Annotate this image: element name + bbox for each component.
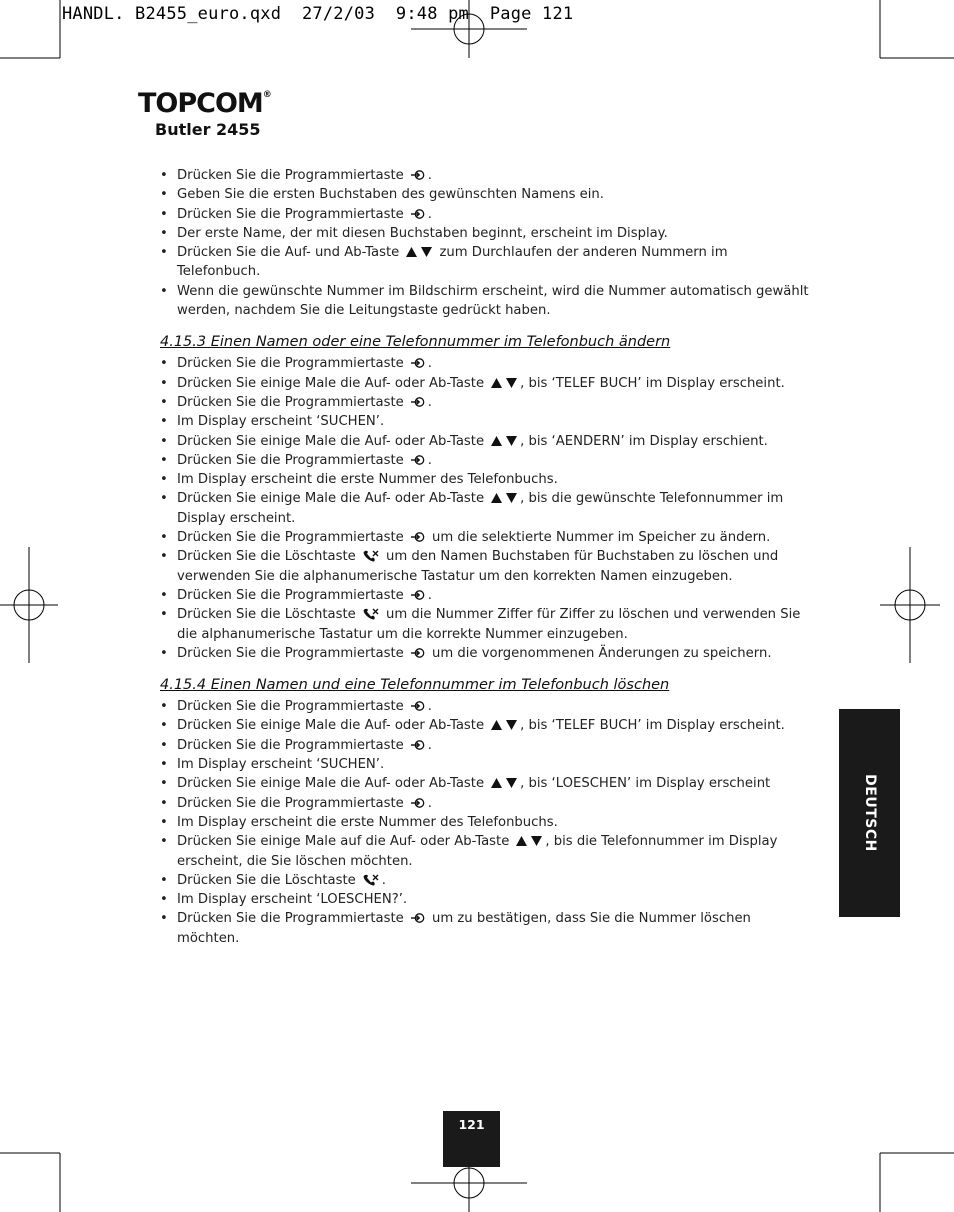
list-item xyxy=(160,890,810,909)
list-item xyxy=(160,644,810,663)
list-item xyxy=(160,166,810,185)
program-key-icon xyxy=(410,700,426,712)
list-item-text: um den Namen Buchstaben für Buchstaben zu löschen und verwenden Sie die alphanumerische Tastatur um den korrekten Namen einzugeben. xyxy=(177,549,779,584)
delete-key-icon xyxy=(362,549,380,562)
page-number-box xyxy=(443,1111,500,1167)
list-item-text: Drücken Sie die Löschtaste xyxy=(177,549,356,565)
list-item xyxy=(160,736,810,755)
list-item xyxy=(160,205,810,224)
logo-text: TOPCOM xyxy=(138,88,263,119)
list-item-text: Drücken Sie einige Male die Auf- oder Ab-Taste xyxy=(177,491,485,507)
list-item-text: . xyxy=(427,587,432,603)
up-down-arrow-icon xyxy=(490,435,518,447)
list-item-text: um die selektierte Nummer im Speicher zu ändern. xyxy=(427,530,771,546)
list-item-text: . xyxy=(427,699,432,715)
list-item-text: , bis ‘LOESCHEN’ im Display erscheint xyxy=(520,776,771,792)
list-item xyxy=(160,547,810,586)
list-item xyxy=(160,755,810,774)
list-item xyxy=(160,605,810,644)
list-item xyxy=(160,794,810,813)
list-item-text: um zu bestätigen, dass Sie die Nummer löschen möchten. xyxy=(177,911,751,946)
model-title: Butler 2455 xyxy=(155,120,261,139)
section-heading: 4.15.3 Einen Namen oder eine Telefonnummer im Telefonbuch ändern xyxy=(160,334,671,351)
list-item-text: , bis die gewünschte Telefonnummer im Display erscheint. xyxy=(177,491,784,526)
list-item xyxy=(160,224,810,243)
list-item xyxy=(160,185,810,204)
list-item xyxy=(160,909,810,948)
list-item-text: Drücken Sie die Programmiertaste xyxy=(177,911,404,927)
list-item-text: Drücken Sie die Programmiertaste xyxy=(177,356,404,372)
list-item-text: . xyxy=(427,795,432,811)
instruction-list xyxy=(160,166,810,320)
program-key-icon xyxy=(410,357,426,369)
list-item xyxy=(160,470,810,489)
list-item-text: . xyxy=(427,206,432,222)
program-key-icon xyxy=(410,739,426,751)
list-item-text: Drücken Sie die Programmiertaste xyxy=(177,795,404,811)
list-item-text: Drücken Sie einige Male die Auf- oder Ab-Taste xyxy=(177,433,485,449)
list-item-text: Drücken Sie die Programmiertaste xyxy=(177,737,404,753)
list-item-text: Drücken Sie die Löschtaste xyxy=(177,872,356,888)
program-key-icon xyxy=(410,454,426,466)
list-item xyxy=(160,354,810,373)
delete-key-icon xyxy=(362,873,380,886)
list-item-text: . xyxy=(427,356,432,372)
list-item-text: Der erste Name, der mit diesen Buchstaben beginnt, erscheint im Display. xyxy=(177,225,668,241)
list-item xyxy=(160,374,810,393)
list-item-text: Wenn die gewünschte Nummer im Bildschirm erscheint, wird die Nummer automatisch gewählt werden, nachdem Sie die Leitungstaste gedrückt haben. xyxy=(177,283,809,319)
list-item xyxy=(160,282,810,321)
list-item xyxy=(160,243,810,282)
list-item-text: Geben Sie die ersten Buchstaben des gewünschten Namens ein. xyxy=(177,187,604,203)
list-item-text: Drücken Sie die Programmiertaste xyxy=(177,394,404,410)
delete-key-icon xyxy=(362,607,380,620)
list-item-text: Drücken Sie die Programmiertaste xyxy=(177,206,404,222)
list-item xyxy=(160,393,810,412)
list-item-text: Drücken Sie die Auf- und Ab-Taste xyxy=(177,245,400,261)
section-heading: 4.15.4 Einen Namen und eine Telefonnummer im Telefonbuch löschen xyxy=(160,677,670,694)
list-item-text: Drücken Sie einige Male die Auf- oder Ab-Taste xyxy=(177,776,485,792)
list-item-text: Drücken Sie einige Male die Auf- oder Ab-Taste xyxy=(177,375,485,391)
list-item xyxy=(160,451,810,470)
program-key-icon xyxy=(410,531,426,543)
list-item-text: Im Display erscheint ‘SUCHEN’. xyxy=(177,757,385,773)
list-item xyxy=(160,528,810,547)
up-down-arrow-icon xyxy=(490,719,518,731)
program-key-icon xyxy=(410,912,426,924)
list-item xyxy=(160,774,810,793)
list-item xyxy=(160,871,810,890)
instruction-list xyxy=(160,354,810,663)
language-tab-label: DEUTSCH xyxy=(861,774,878,852)
list-item xyxy=(160,832,810,871)
list-item xyxy=(160,697,810,716)
list-item-text: Drücken Sie die Programmiertaste xyxy=(177,530,404,546)
program-key-icon xyxy=(410,797,426,809)
list-item-text: Drücken Sie einige Male auf die Auf- oder Ab-Taste xyxy=(177,834,510,850)
program-key-icon xyxy=(410,208,426,220)
instruction-list xyxy=(160,697,810,948)
up-down-arrow-icon xyxy=(490,777,518,789)
list-item-text: Im Display erscheint ‘LOESCHEN?’. xyxy=(177,892,408,908)
program-key-icon xyxy=(410,647,426,659)
list-item xyxy=(160,432,810,451)
list-item-text: Drücken Sie die Programmiertaste xyxy=(177,645,404,661)
list-item-text: Im Display erscheint die erste Nummer des Telefonbuchs. xyxy=(177,472,558,488)
program-key-icon xyxy=(410,396,426,408)
list-item-text: Drücken Sie die Programmiertaste xyxy=(177,587,404,603)
list-item-text: Drücken Sie die Löschtaste xyxy=(177,607,356,623)
topcom-logo xyxy=(138,88,272,119)
up-down-arrow-icon xyxy=(490,492,518,504)
list-item-text: , bis ‘TELEF BUCH’ im Display erscheint. xyxy=(520,718,785,734)
up-down-arrow-icon xyxy=(515,835,543,847)
list-item-text: Im Display erscheint die erste Nummer des Telefonbuchs. xyxy=(177,814,558,830)
list-item-text: , bis ‘AENDERN’ im Display erschient. xyxy=(520,433,768,449)
list-item-text: Drücken Sie einige Male die Auf- oder Ab-Taste xyxy=(177,718,485,734)
list-item-text: Drücken Sie die Programmiertaste xyxy=(177,699,404,715)
list-item-text: . xyxy=(427,168,432,183)
list-item-text: . xyxy=(381,872,386,888)
list-item xyxy=(160,586,810,605)
manual-content xyxy=(160,166,810,948)
list-item xyxy=(160,813,810,832)
list-item-text: . xyxy=(427,394,432,410)
language-tab xyxy=(839,709,900,917)
page-number: 121 xyxy=(458,1117,485,1132)
list-item-text: Im Display erscheint ‘SUCHEN’. xyxy=(177,414,385,430)
list-item-text: um die Nummer Ziffer für Ziffer zu löschen und verwenden Sie die alphanumerische Tastatur um die korrekte Nummer einzugeben. xyxy=(177,607,801,642)
print-slug: HANDL. B2455_euro.qxd 27/2/03 9:48 pm Page 121 xyxy=(62,4,574,24)
list-item-text: . xyxy=(427,737,432,753)
list-item-text: zum Durchlaufen der anderen Nummern im Telefonbuch. xyxy=(177,245,728,280)
up-down-arrow-icon xyxy=(490,377,518,389)
list-item xyxy=(160,489,810,528)
list-item-text: Drücken Sie die Programmiertaste xyxy=(177,452,404,468)
list-item xyxy=(160,716,810,735)
list-item-text: . xyxy=(427,452,432,468)
registered-mark: ® xyxy=(262,90,272,100)
list-item-text: Drücken Sie die Programmiertaste xyxy=(177,168,404,183)
program-key-icon xyxy=(410,589,426,601)
list-item-text: , bis ‘TELEF BUCH’ im Display erscheint. xyxy=(520,375,785,391)
list-item-text: , bis die Telefonnummer im Display erscheint, die Sie löschen möchten. xyxy=(177,834,778,869)
program-key-icon xyxy=(410,169,426,181)
up-down-arrow-icon xyxy=(405,246,433,258)
list-item-text: um die vorgenommenen Änderungen zu speichern. xyxy=(427,645,772,661)
list-item xyxy=(160,412,810,431)
